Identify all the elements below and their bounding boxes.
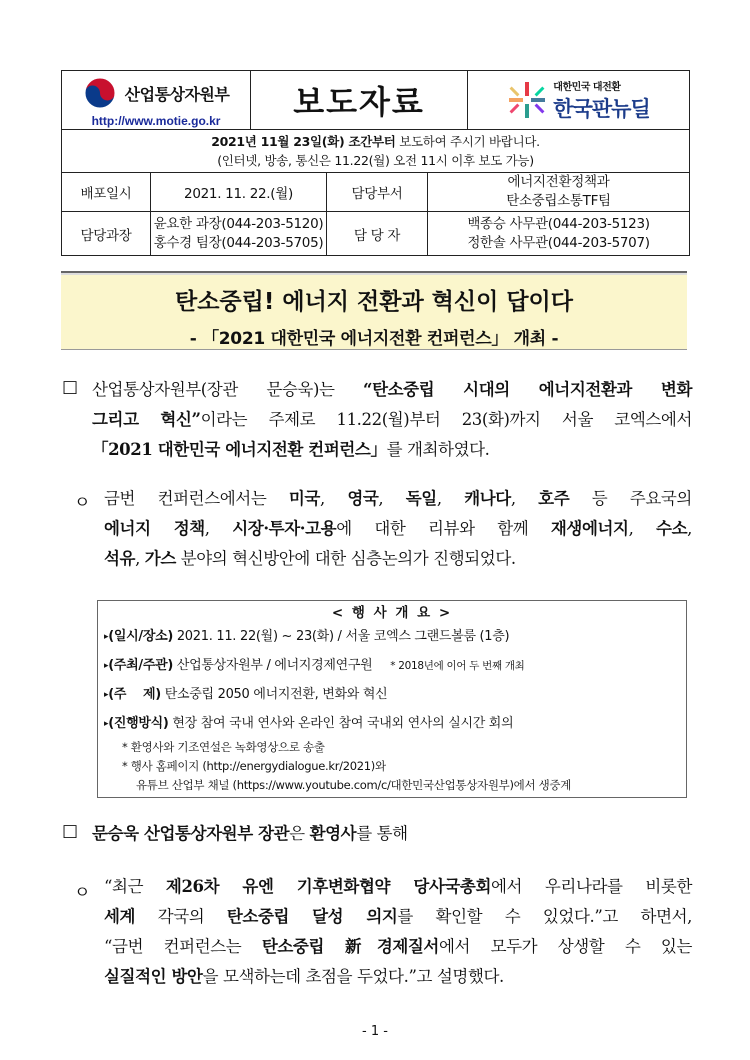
event-item-date: ▸(일시/장소) 2021. 11. 22(월) ~ 23(화) / 서울 코엑스 그랜드볼룸 (1층) (104, 629, 510, 644)
paragraph-1: 산업통상자원부(장관 문승욱)는 “탄소중립 시대의 에너지전환과 변화 그리고 혁신”이라는 주제로 11.22(월)부터 23(화)까지 서울 코엑스에서 「2021 대한민국 에너지전환 컨퍼런스」를 개최하였다. (92, 380, 692, 459)
manager-label: 담당과장 (62, 212, 151, 256)
brand-tagline: 대한민국 대전환 (553, 81, 621, 93)
sub-headline: - 「2021 대한민국 에너지전환 컨퍼런스」 개최 - (189, 329, 559, 349)
triangle-bullet-icon: ▸ (104, 632, 109, 642)
staff-2: 정한솔 사무관(044-203-5707) (467, 234, 650, 251)
page-number: - 1 - (362, 1024, 388, 1039)
event-note-2: * 행사 홈페이지 (http://energydialogue.kr/2021)와 (122, 759, 386, 773)
manager-2: 홍수경 팀장(044-203-5705) (153, 234, 324, 251)
event-note-1: * 환영사와 기조연설은 녹화영상으로 송출 (122, 740, 325, 754)
embargo-date: 2021년 11월 23일(화) 조간부터 (211, 134, 396, 149)
event-item-host: ▸(주최/주관) 산업통상자원부 / 에너지경제연구원 * 2018년에 이어 두 번째 개최 (104, 658, 525, 673)
event-item-format: ▸(진행방식) 현장 참여 국내 연사와 온라인 참여 국내외 연사의 실시간 회의 (104, 716, 514, 731)
event-overview-box (97, 600, 687, 798)
headline: 탄소중립! 에너지 전환과 혁신이 답이다 (174, 289, 573, 315)
taegeuk-emblem-icon (83, 76, 117, 110)
circle-bullet: ㅇ (74, 883, 91, 903)
dist-date-label: 배포일시 (62, 173, 151, 212)
paragraph-3: 문승욱 산업통상자원부 장관은 환영사를 통해 (92, 824, 408, 843)
dept-value (428, 173, 690, 212)
new-deal-logo-cell (468, 71, 690, 130)
dept-value-1: 에너지전환정책과 (507, 174, 610, 190)
press-release-title: 보도자료 (251, 71, 468, 130)
brand-name: 한국판뉴딜 (553, 96, 650, 121)
paragraph-2: 금번 컨퍼런스에서는 미국, 영국, 독일, 캐나다, 호주 등 주요국의 에너지 정책, 시장·투자·고용에 대한 리뷰와 함께 재생에너지, 수소, 석유, 가스 분야의 혁신방안에 대한 심층논의가 진행되었다. (104, 489, 692, 568)
ministry-name: 산업통상자원부 (124, 84, 230, 104)
embargo-text: 보도하여 주시기 바랍니다. (395, 134, 540, 149)
new-deal-star-icon (507, 80, 547, 120)
headline-box (61, 271, 687, 350)
press-header-table (61, 70, 690, 256)
triangle-bullet-icon: ▸ (104, 719, 109, 729)
ministry-url[interactable]: http://www.motie.go.kr (91, 114, 221, 128)
triangle-bullet-icon: ▸ (104, 690, 109, 700)
manager-1: 윤요한 과장(044-203-5120) (153, 215, 324, 232)
dept-label: 담당부서 (327, 173, 428, 212)
circle-bullet: ㅇ (74, 493, 91, 513)
square-bullet: □ (62, 377, 79, 397)
triangle-bullet-icon: ▸ (104, 661, 109, 671)
staff-label: 담 당 자 (327, 212, 428, 256)
staff-1: 백종승 사무관(044-203-5123) (467, 215, 650, 232)
square-bullet: □ (62, 821, 79, 841)
event-note-3: 유튜브 산업부 채널 (https://www.youtube.com/c/대한민국산업통상자원부)에서 생중계 (136, 778, 572, 792)
manager-value (151, 212, 327, 256)
staff-value (428, 212, 690, 256)
dept-value-2: 탄소중립소통TF팀 (506, 193, 611, 209)
dist-date-value: 2021. 11. 22.(월) (151, 173, 327, 212)
embargo-notice (62, 130, 690, 173)
embargo-online-note: (인터넷, 방송, 통신은 11.22(월) 오전 11시 이후 보도 가능) (217, 153, 534, 168)
event-item-theme: ▸(주 제) 탄소중립 2050 에너지전환, 변화와 혁신 (104, 687, 388, 702)
ministry-logo-cell (62, 71, 251, 130)
paragraph-4: “최근 제26차 유엔 기후변화협약 당사국총회에서 우리나라를 비롯한 세계 각국의 탄소중립 달성 의지를 확인할 수 있었다.”고 하면서, “금번 컨퍼런스는 탄소중립 新경제질서에서 모두가 상생할 수 있는 실질적인 방안을 모색하는데 초점을 두었다.”고 설명했다. (104, 877, 693, 986)
event-overview-heading: < 행 사 개 요 > (331, 605, 453, 621)
